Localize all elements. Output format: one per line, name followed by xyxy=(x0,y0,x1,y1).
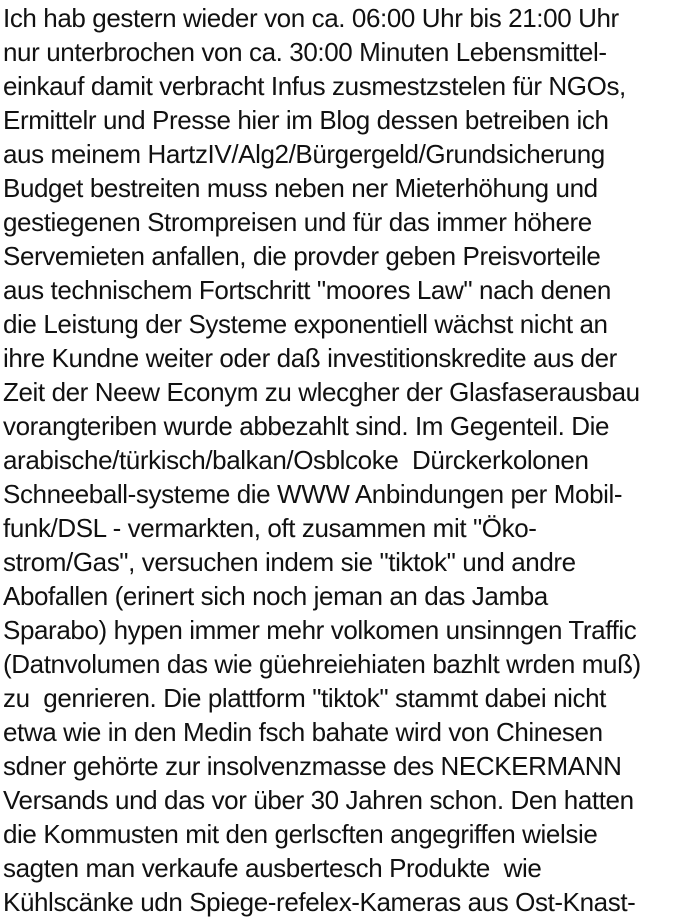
text-line: die Kommusten mit den gerlscften angegriffen wielsie xyxy=(3,819,598,849)
text-line: vorangteriben wurde abbezahlt sind. Im Gegenteil. Die xyxy=(3,411,610,441)
text-line: Kühlscänke udn Spiege-refelex-Kameras aus Ost-Knast- xyxy=(3,887,636,917)
text-line: sagten man verkaufe ausbertesch Produkte wie xyxy=(3,853,542,883)
text-line: nur unterbrochen von ca. 30:00 Minuten Lebensmittel- xyxy=(3,37,607,67)
text-line: gestiegenen Strompreisen und für das immer höhere xyxy=(3,207,592,237)
text-line: einkauf damit verbracht Infus zusmestzstelen für NGOs, xyxy=(3,71,626,101)
text-line: die Leistung der Systeme exponentiell wächst nicht an xyxy=(3,309,608,339)
text-line: Sparabo) hypen immer mehr volkomen unsinngen Traffic xyxy=(3,615,637,645)
text-line: sdner gehörte zur insolvenzmasse des NECKERMANN xyxy=(3,751,622,781)
text-line: Budget bestreiten muss neben ner Mieterhöhung und xyxy=(3,173,598,203)
text-line: Servemieten anfallen, die provder geben Preisvorteile xyxy=(3,241,601,271)
text-line: Abofallen (erinert sich noch jeman an das Jamba xyxy=(3,581,548,611)
text-line: aus meinem HartzIV/Alg2/Bürgergeld/Grundsicherung xyxy=(3,139,605,169)
text-line: strom/Gas", versuchen indem sie "tiktok" und andre xyxy=(3,547,576,577)
text-line: Ermittelr und Presse hier im Blog dessen betreiben ich xyxy=(3,105,609,135)
text-line: (Datnvolumen das wie güehreiehiaten bazhlt wrden muß) xyxy=(3,649,641,679)
text-line: funk/DSL - vermarkten, oft zusammen mit "Öko- xyxy=(3,513,537,543)
text-line: aus technischem Fortschritt "moores Law" nach denen xyxy=(3,275,611,305)
text-line: Ich hab gestern wieder von ca. 06:00 Uhr bis 21:00 Uhr xyxy=(3,3,619,33)
text-line: zu genrieren. Die plattform "tiktok" stammt dabei nicht xyxy=(3,683,606,713)
text-line: Schneeball-systeme die WWW Anbindungen per Mobil- xyxy=(3,479,623,509)
text-body xyxy=(3,1,684,919)
text-line: etwa wie in den Medin fsch bahate wird von Chinesen xyxy=(3,717,603,747)
text-line: Zeit der Neew Econym zu wlecgher der Glasfaserausbau xyxy=(3,377,640,407)
text-line: Versands und das vor über 30 Jahren schon. Den hatten xyxy=(3,785,634,815)
text-line: ihre Kundne weiter oder daß investitionskredite aus der xyxy=(3,343,617,373)
text-line: arabische/türkisch/balkan/Osblcoke Dürckerkolonen xyxy=(3,445,589,475)
